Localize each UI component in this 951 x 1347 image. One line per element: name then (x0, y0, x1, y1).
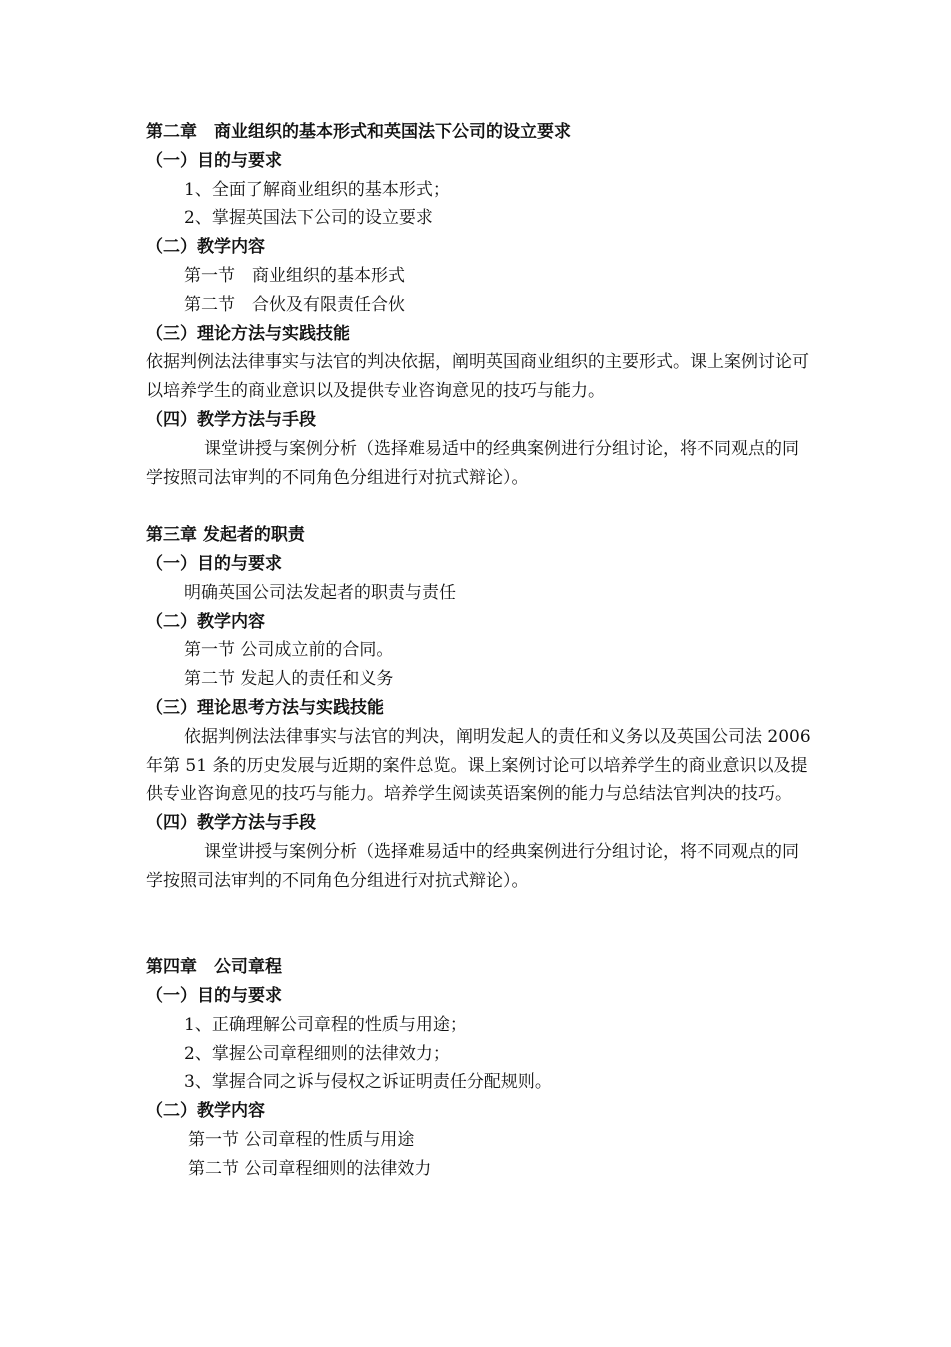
section-heading: （一）目的与要求 (146, 985, 282, 1006)
section-heading: （三）理论方法与实践技能 (146, 323, 350, 344)
chapter-title: 第三章 发起者的职责 (146, 525, 305, 546)
section-heading: （四）教学方法与手段 (146, 409, 316, 430)
chapter-title: 第二章 商业组织的基本形式和英国法下公司的设立要求 (146, 122, 571, 142)
list-item: 2、掌握公司章程细则的法律效力； (184, 1043, 450, 1064)
section-heading: （一）目的与要求 (146, 150, 282, 171)
section-heading: （一）目的与要求 (146, 553, 282, 574)
list-item: 第一节 商业组织的基本形式 (184, 265, 405, 286)
list-item: 第二节 公司章程细则的法律效力 (188, 1158, 432, 1179)
paragraph: 课堂讲授与案例分析（选择难易适中的经典案例进行分组讨论，将不同观点的同学按照司法审判的不同角色分组进行对抗式辩论）。 (146, 438, 799, 488)
chapter-4 (146, 953, 814, 1183)
list-item: 3、掌握合同之诉与侵权之诉证明责任分配规则。 (184, 1072, 552, 1093)
section-heading: （三）理论思考方法与实践技能 (146, 697, 384, 718)
chapter-2 (146, 118, 814, 492)
section-heading: （二）教学内容 (146, 1101, 265, 1122)
spacer (146, 896, 814, 954)
list-item: 第二节 发起人的责任和义务 (184, 669, 394, 690)
list-item: 2、掌握英国法下公司的设立要求 (184, 208, 433, 229)
paragraph: 依据判例法法律事实与法官的判决，阐明发起人的责任和义务以及英国公司法 2006 年第 51 条的历史发展与近期的案件总览。课上案例讨论可以培养学生的商业意识以及提供专业咨询意见的技巧与能力。培养学生阅读英语案例的能力与总结法官判决的技巧。 (146, 726, 811, 805)
list-item: 1、正确理解公司章程的性质与用途； (184, 1014, 467, 1035)
section-heading: （四）教学方法与手段 (146, 813, 316, 834)
chapter-3 (146, 521, 814, 895)
section-heading: （二）教学内容 (146, 611, 265, 632)
chapter-title: 第四章 公司章程 (146, 957, 282, 978)
list-item: 1、全面了解商业组织的基本形式； (184, 179, 450, 200)
list-item: 第二节 合伙及有限责任合伙 (184, 294, 405, 315)
list-item: 第一节 公司章程的性质与用途 (188, 1129, 415, 1150)
paragraph: 依据判例法法律事实与法官的判决依据，阐明英国商业组织的主要形式。课上案例讨论可以培养学生的商业意识以及提供专业咨询意见的技巧与能力。 (146, 352, 809, 402)
document-page (146, 118, 814, 1183)
list-item: 第一节 公司成立前的合同。 (184, 640, 394, 661)
spacer (146, 492, 814, 521)
list-item: 明确英国公司法发起者的职责与责任 (184, 582, 456, 603)
paragraph: 课堂讲授与案例分析（选择难易适中的经典案例进行分组讨论，将不同观点的同学按照司法审判的不同角色分组进行对抗式辩论）。 (146, 841, 799, 891)
section-heading: （二）教学内容 (146, 237, 265, 258)
